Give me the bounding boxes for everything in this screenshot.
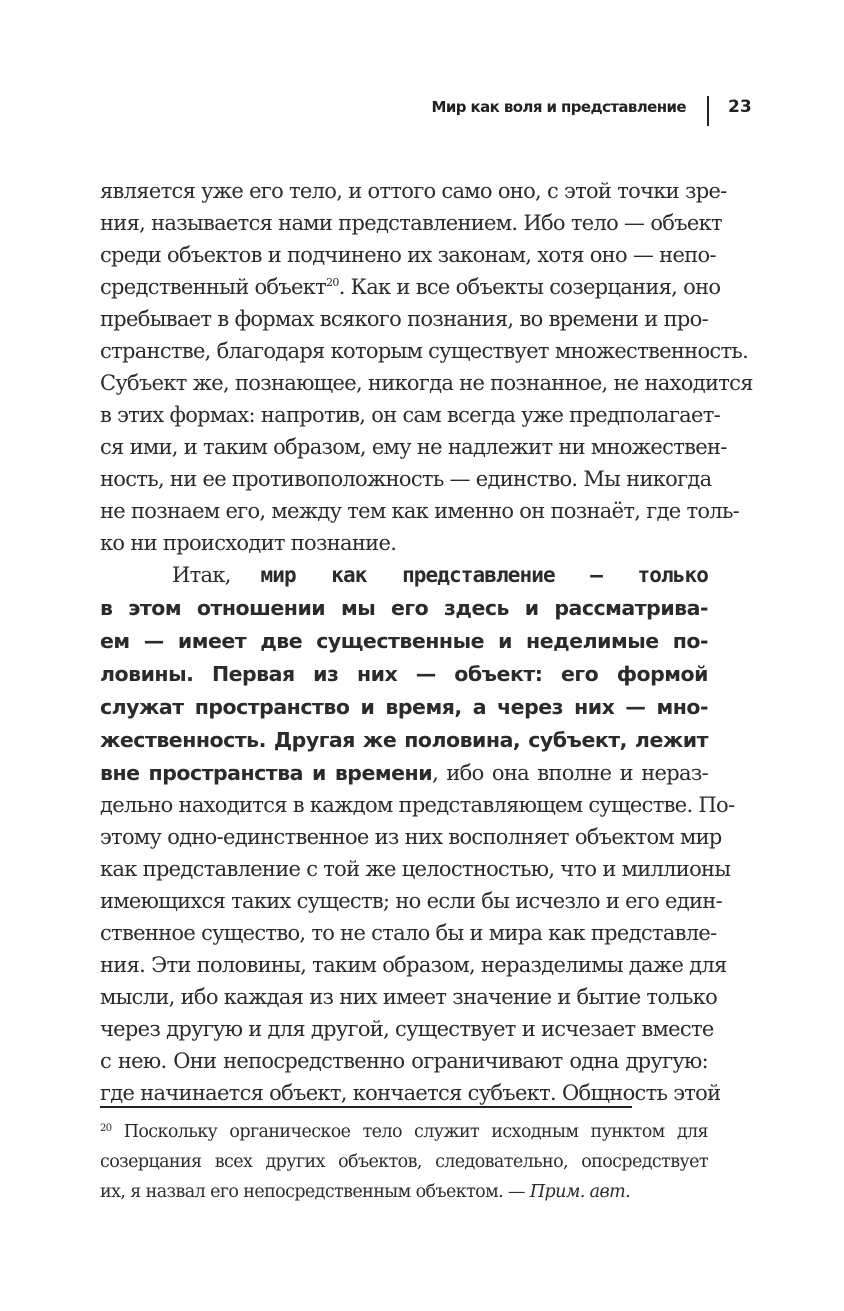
text-line: ся ими, и таким образом, ему не надлежит ни множествен-: [100, 435, 727, 459]
text-line: среди объектов и подчинено их законам, хотя оно — непо-: [100, 243, 716, 267]
author-note: Прим. авт.: [529, 1182, 631, 1202]
text-line: [172, 560, 708, 590]
emphasis-line: ем — имеет две существенные и неделимые по-: [100, 629, 708, 653]
text-line: в этих формах: напротив, он сам всегда уже предполагает-: [100, 403, 721, 427]
footnote-line: [100, 1178, 708, 1206]
text-line: Субъект же, познающее, никогда не познанное, не находится: [100, 371, 753, 395]
text-line: ния, называется нами представлением. Ибо тело — объект: [100, 211, 722, 235]
text-line: где начинается объект, кончается субъект. Общность этой: [100, 1081, 721, 1105]
emphasis-line: в этом отношении мы его здесь и рассматрива-: [100, 596, 708, 620]
running-title: Мир как воля и представление: [431, 98, 686, 116]
text-line: ния. Эти половины, таким образом, неразделимы даже для: [100, 953, 727, 977]
emphasis-line: служат пространство и время, а через них — мно-: [100, 695, 708, 719]
text-span: Поскольку органическое тело служит исходным пунктом для: [111, 1122, 708, 1142]
footnote-separator: [100, 1106, 632, 1108]
text-line: [100, 272, 721, 302]
footnote-line: [100, 1118, 708, 1146]
page-number: 23: [728, 97, 752, 117]
text-line: как представление с той же целостностью, что и миллионы: [100, 857, 731, 881]
text-line: с нею. Они непосредственно ограничивают одна другую:: [100, 1049, 708, 1073]
footnote-marker: 20: [100, 1123, 112, 1134]
running-header: [0, 96, 844, 126]
text-line: ственное существо, то не стало бы и мира как представле-: [100, 921, 717, 945]
text-span: их, я назвал его непосредственным объектом. —: [100, 1182, 530, 1202]
text-span: . Как и все объекты созерцания, оно: [338, 275, 721, 299]
text-line: [100, 758, 708, 788]
emphasis-line: ловины. Первая из них — объект: его формой: [100, 662, 708, 686]
text-line: ность, ни ее противоположность — единство. Мы никогда: [100, 467, 712, 491]
text-line: является уже его тело, и оттого само оно, с этой точки зре-: [100, 179, 727, 203]
emphasis-text: мир как представление — только: [260, 563, 708, 587]
text-line: дельно находится в каждом представляющем существе. По-: [100, 793, 735, 817]
text-line: ко ни происходит познание.: [100, 531, 397, 555]
text-line: мысли, ибо каждая из них имеет значение и бытие только: [100, 985, 718, 1009]
text-line: не познаем его, между тем как именно он познаёт, где толь-: [100, 499, 740, 523]
text-span: Итак,: [172, 563, 261, 587]
footnote-reference: 20: [326, 276, 339, 289]
text-span: , ибо она вполне и нераз-: [432, 761, 708, 785]
text-span: средственный объект: [100, 275, 327, 299]
emphasis-line: жественность. Другая же половина, субъект, лежит: [100, 728, 708, 752]
text-line: пребывает в формах всякого познания, во времени и про-: [100, 307, 708, 331]
text-line: через другую и для другой, существует и исчезает вместе: [100, 1017, 714, 1041]
text-line: этому одно-единственное из них восполняет объектом мир: [100, 825, 722, 849]
footnote-line: созерцания всех других объектов, следовательно, опосредствует: [100, 1152, 708, 1172]
text-line: имеющихся таких существ; но если бы исчезло и его един-: [100, 889, 722, 913]
text-line: странстве, благодаря которым существует множественность.: [100, 339, 749, 363]
header-divider: [707, 96, 709, 126]
emphasis-text: вне пространства и времени: [100, 761, 433, 785]
